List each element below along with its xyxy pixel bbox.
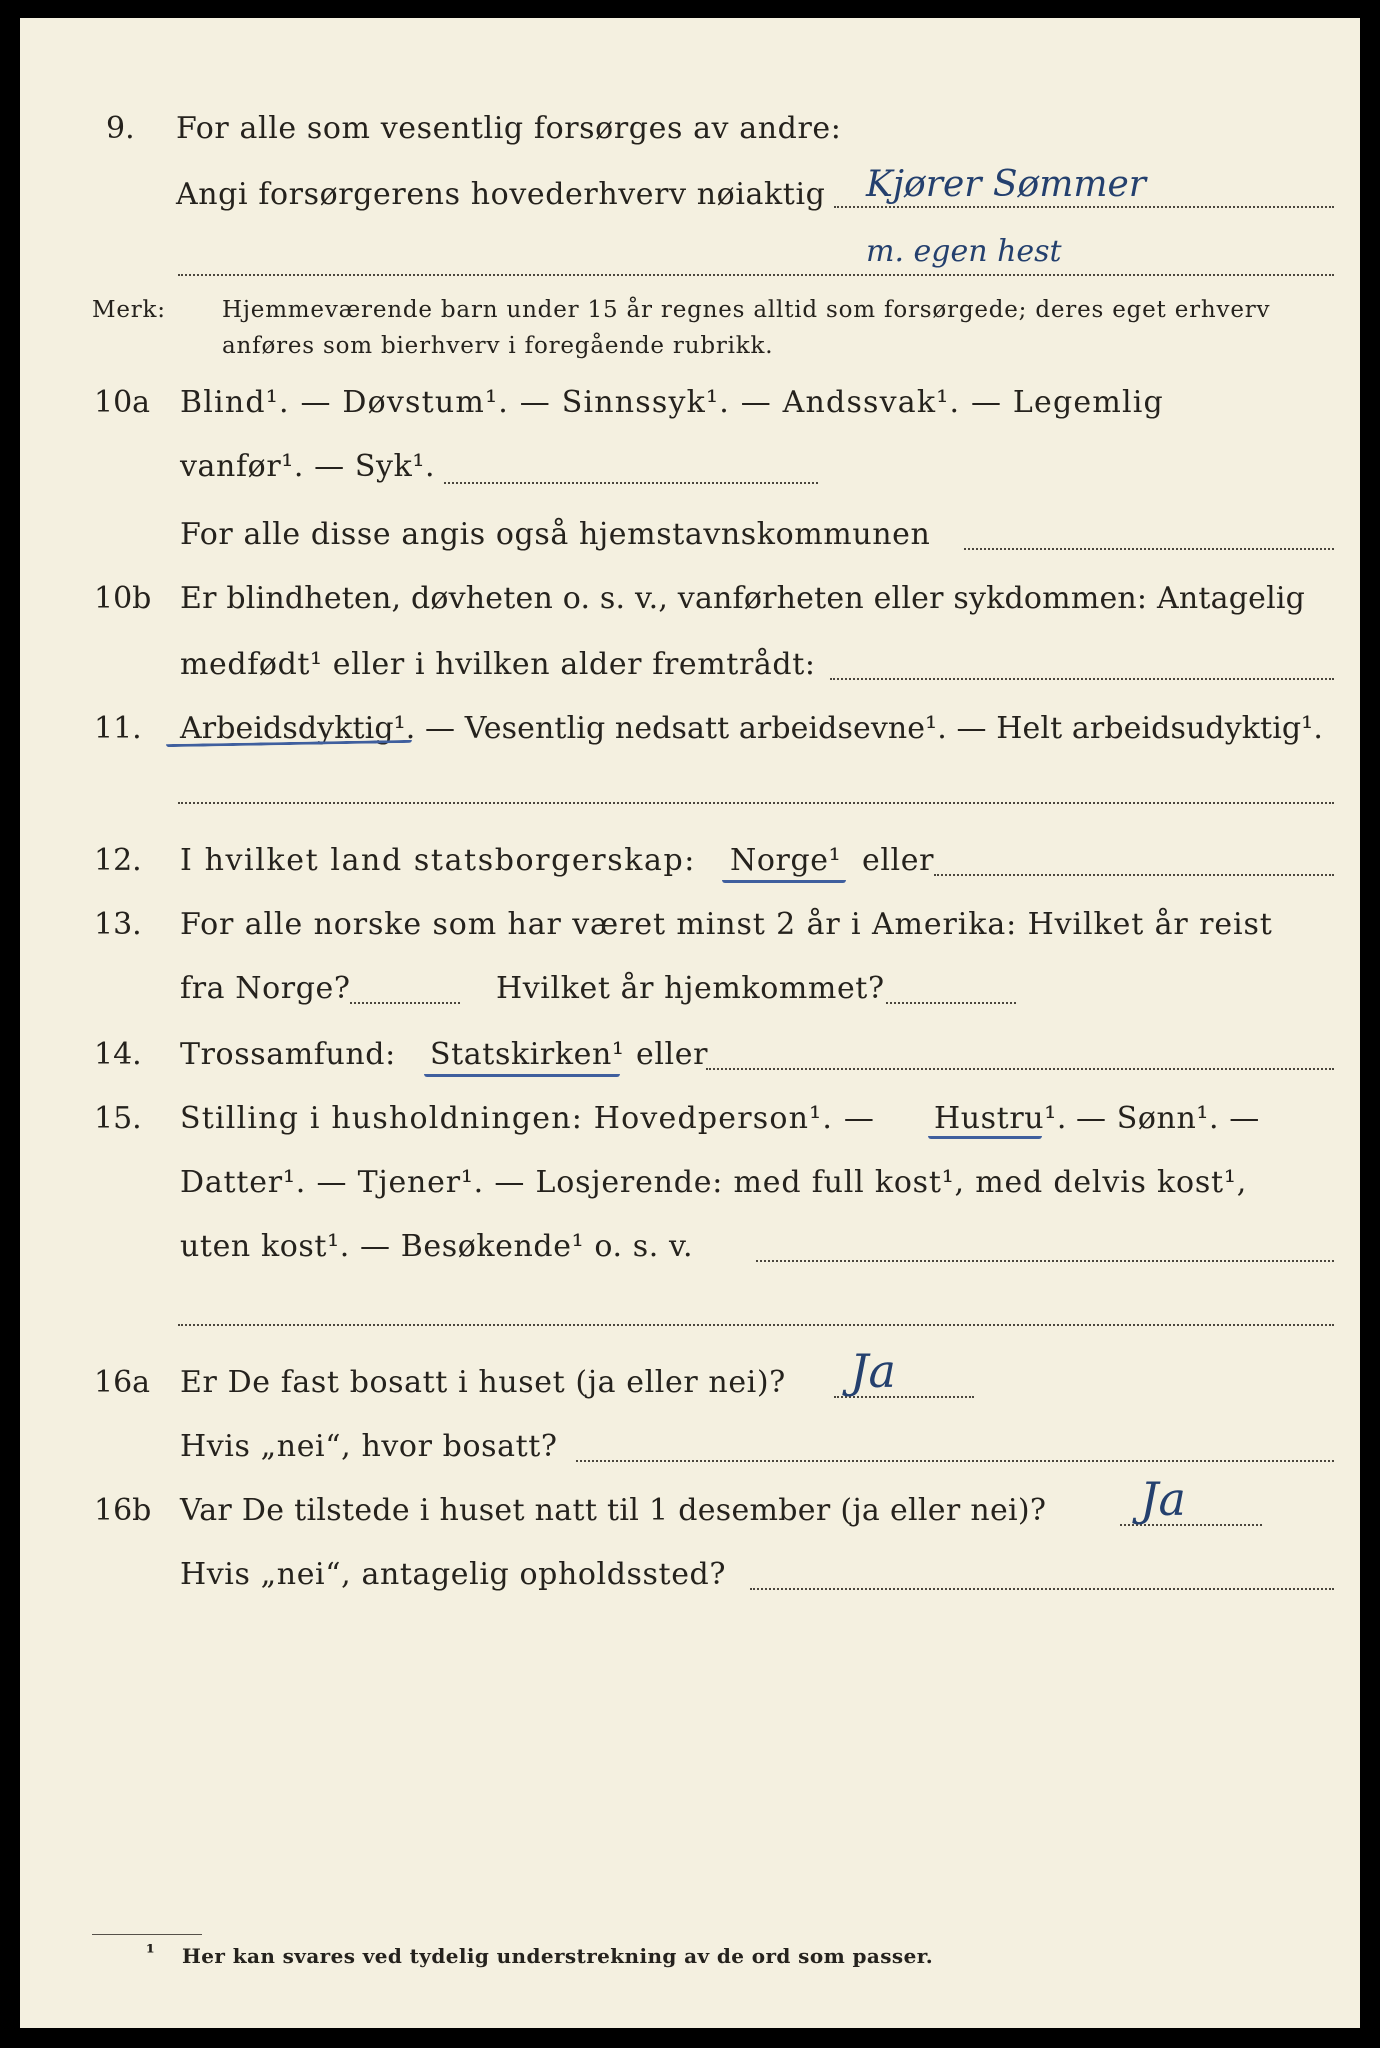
q11-answer-line xyxy=(178,802,1334,804)
q9-handwritten-answer-1: Kjører Sømmer xyxy=(866,164,1147,205)
q15-extra-line xyxy=(178,1324,1334,1326)
census-form-page xyxy=(20,18,1360,2028)
q15-answer-line xyxy=(756,1260,1334,1262)
q14-option-statskirken[interactable]: Statskirken¹ xyxy=(430,1037,625,1072)
note-line2: anføres som bierhverv i foregående rubrikk. xyxy=(222,333,774,359)
q16a-line1: Er De fast bosatt i huset (ja eller nei)? xyxy=(180,1365,786,1400)
q15-line3: uten kost¹. — Besøkende¹ o. s. v. xyxy=(180,1229,694,1264)
q12-underline-mark xyxy=(722,880,846,883)
q14-eller: eller xyxy=(636,1037,709,1072)
q15-number: 15. xyxy=(94,1101,142,1136)
q11-option-arbeidsdyktig[interactable]: Arbeidsdyktig¹. xyxy=(180,711,416,746)
q13-year-returned-line xyxy=(886,1002,1016,1004)
q16b-number: 16b xyxy=(94,1493,152,1528)
q10a-line1: Blind¹. — Døvstum¹. — Sinnssyk¹. — Andssvak¹. — Legemlig xyxy=(180,385,1164,420)
q15-line2: Datter¹. — Tjener¹. — Losjerende: med full kost¹, med delvis kost¹, xyxy=(180,1165,1248,1200)
q12-number: 12. xyxy=(94,843,142,878)
q16a-residence-line xyxy=(576,1460,1334,1462)
q14-answer-line xyxy=(706,1068,1334,1070)
q10a-line2: vanfør¹. — Syk¹. xyxy=(180,449,436,484)
q13-line2a: fra Norge? xyxy=(180,971,351,1006)
q16a-handwritten-answer: Ja xyxy=(850,1344,896,1398)
q12-option-norge[interactable]: Norge¹ xyxy=(730,843,842,878)
q14-underline-mark xyxy=(424,1074,620,1077)
q14-number: 14. xyxy=(94,1037,142,1072)
q9-line1: For alle som vesentlig forsørges av andre: xyxy=(176,111,842,146)
q13-number: 13. xyxy=(94,907,142,942)
q13-line2b: Hvilket år hjemkommet? xyxy=(496,971,885,1006)
q10b-number: 10b xyxy=(94,581,152,616)
q9-number: 9. xyxy=(106,111,135,146)
q10a-line3: For alle disse angis også hjemstavnskommunen xyxy=(180,517,931,552)
q9-line2: Angi forsørgerens hovederhverv nøiaktig xyxy=(176,177,826,212)
note-label: Merk: xyxy=(92,297,166,323)
footnote-text: Her kan svares ved tydelig understrekning av de ord som passer. xyxy=(182,1944,934,1968)
q15-option-hustru[interactable]: Hustru¹. xyxy=(934,1101,1067,1136)
q15-line1b: — Sønn¹. — xyxy=(1076,1101,1260,1136)
q12-eller: eller xyxy=(862,843,935,878)
q16a-number: 16a xyxy=(94,1365,151,1400)
q10b-line2: medfødt¹ eller i hvilken alder fremtrådt: xyxy=(180,647,816,682)
q12-answer-line xyxy=(934,874,1334,876)
q14-question: Trossamfund: xyxy=(180,1037,396,1072)
q11-other-options: — Vesentlig nedsatt arbeidsevne¹. — Helt arbeidsudyktig¹. xyxy=(415,711,1323,746)
q9-answer-line2 xyxy=(178,274,1334,276)
q16b-whereabouts-line xyxy=(750,1588,1334,1590)
q11-number: 11. xyxy=(94,711,142,746)
q15-line1a: Stilling i husholdningen: Hovedperson¹. — xyxy=(180,1101,876,1136)
q10a-number: 10a xyxy=(94,385,151,420)
q16a-line2: Hvis „nei“, hvor bosatt? xyxy=(180,1429,558,1464)
q16b-line1: Var De tilstede i huset natt til 1 desember (ja eller nei)? xyxy=(180,1493,1047,1528)
footnote-rule xyxy=(92,1934,202,1935)
q10b-answer-line xyxy=(830,678,1334,680)
q13-line1: For alle norske som har været minst 2 år i Amerika: Hvilket år reist xyxy=(180,907,1273,942)
q10b-line1: Er blindheten, døvheten o. s. v., vanførheten eller sykdommen: Antagelig xyxy=(180,581,1306,616)
q9-answer-line1 xyxy=(834,206,1334,208)
q10a-municipality-line xyxy=(964,548,1334,550)
q15-underline-mark xyxy=(928,1136,1042,1139)
q9-handwritten-answer-2: m. egen hest xyxy=(866,234,1062,269)
q16b-line2: Hvis „nei“, antagelig opholdssted? xyxy=(180,1557,727,1592)
q12-question: I hvilket land statsborgerskap: xyxy=(180,843,696,878)
q16b-handwritten-answer: Ja xyxy=(1140,1472,1186,1526)
q13-year-left-line xyxy=(350,1002,460,1004)
q10a-answer-line xyxy=(444,482,818,484)
note-line1: Hjemmeværende barn under 15 år regnes alltid som forsørgede; deres eget erhverv xyxy=(222,297,1271,323)
footnote-mark: ¹ xyxy=(146,1940,156,1964)
